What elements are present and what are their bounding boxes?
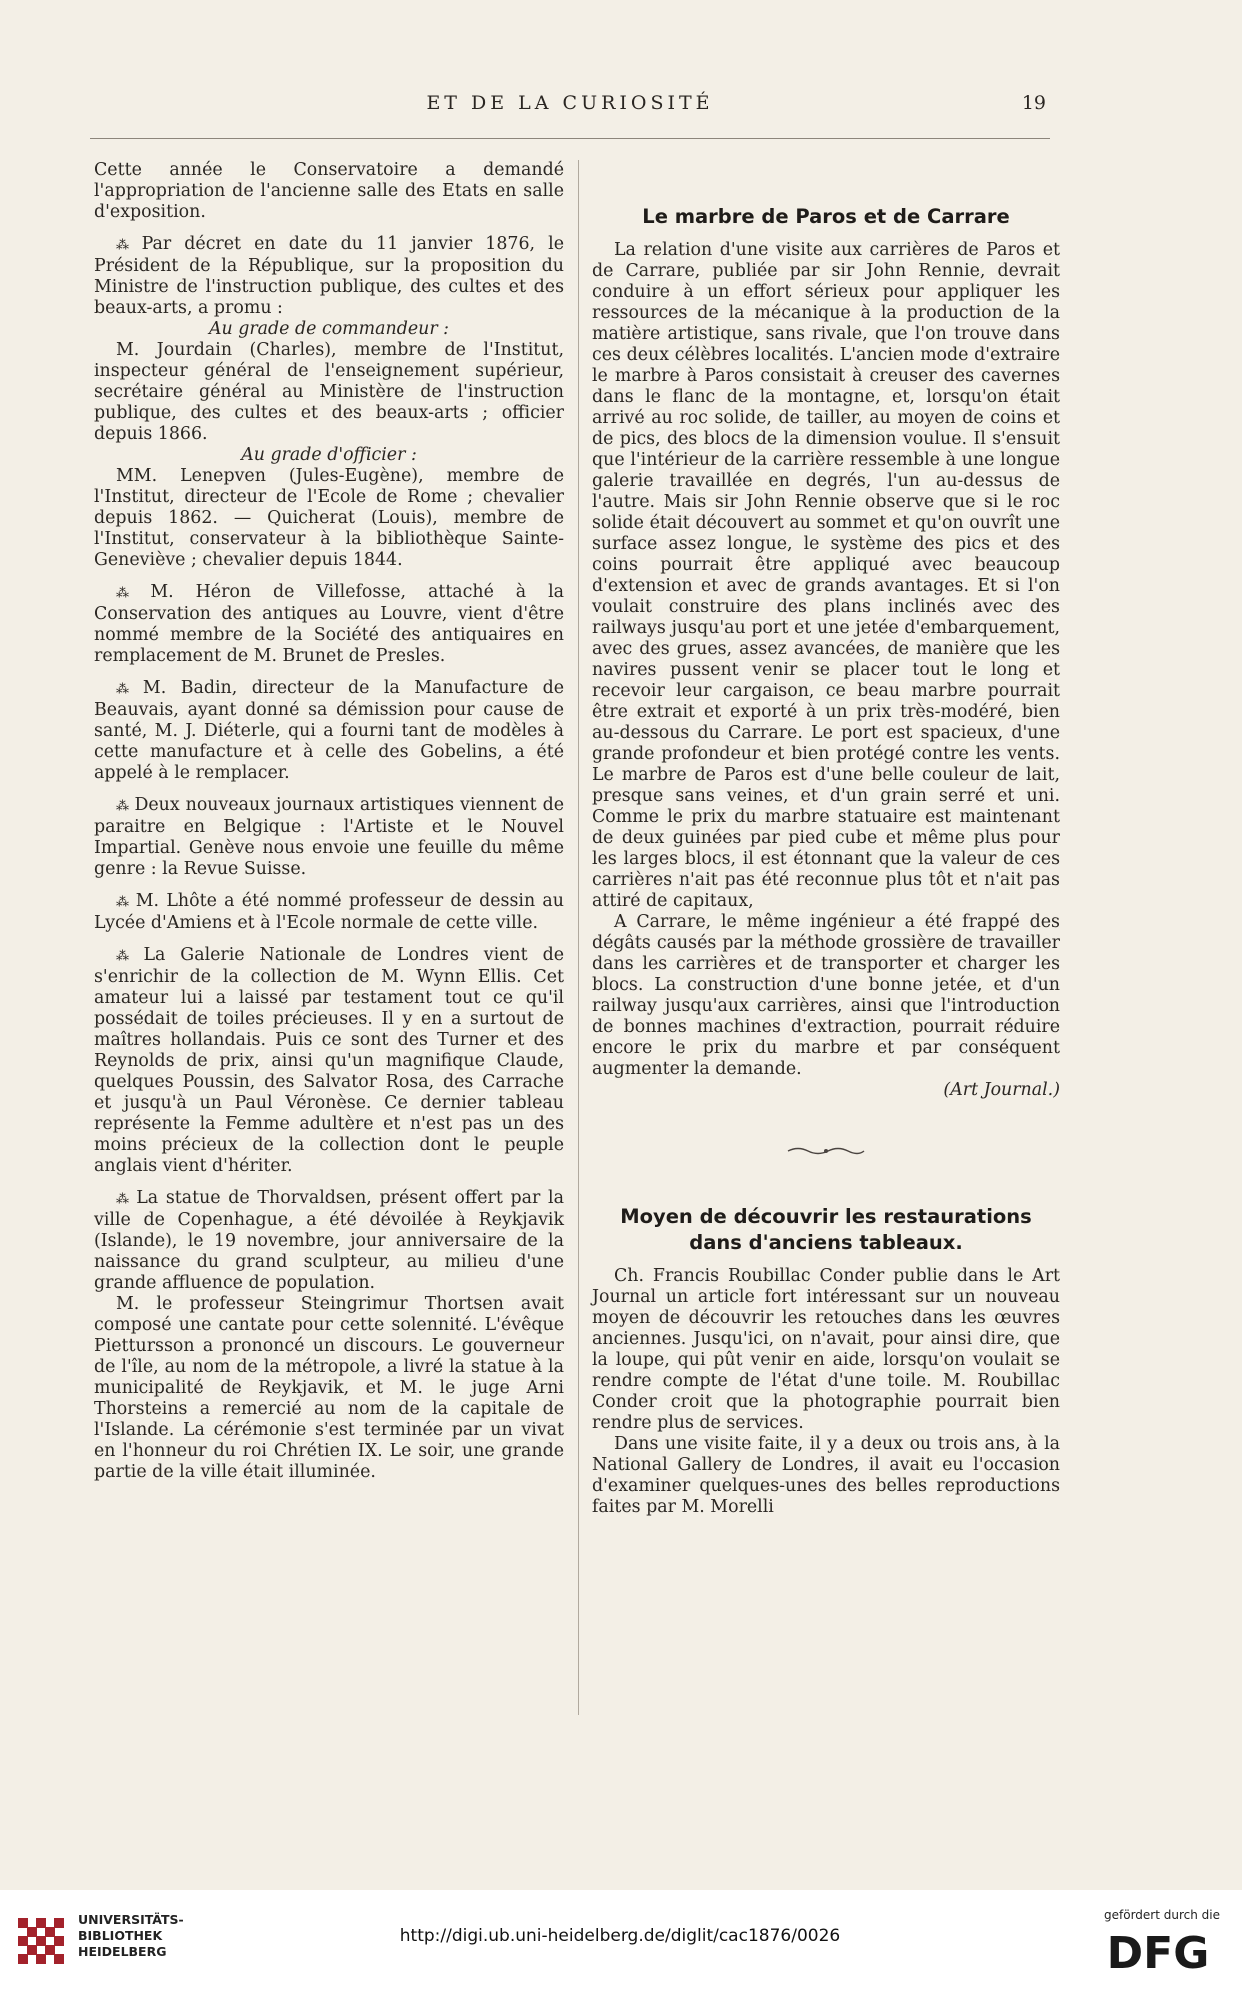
paragraph: M. le professeur Steingrimur Thortsen avait composé une cantate pour cette solennité. L'évêque Piettursson a prononcé un discours. Le gouverneur de l'île, au nom de la métropole, a livré la statue à la municipalité de Reykjavik, et M. le juge Arni Thorsteins a remercié au nom de la capitale de l'Islande. La cérémonie s'est terminée par un vivat en l'honneur du roi Chrétien IX. Le soir, une grande partie de la ville était illuminée. [94,1294,564,1482]
news-item: ⁂ La statue de Thorvaldsen, présent offert par la ville de Copenhague, a été dévoilée à Reykjavik (Islande), le 19 novembre, jour anniversaire de la naissance du grand sculpteur, au milieu d'une grande affluence de population. [94,1188,564,1293]
page-number: 19 [1021,92,1046,114]
asterism-icon: ⁂ [116,238,136,253]
footer-bar [0,1890,1242,1989]
ornament-divider [592,1141,1060,1162]
running-head [90,92,1050,122]
svg-text:DFG: DFG [1106,1928,1210,1974]
news-item: ⁂ M. Héron de Villefosse, attaché à la Conservation des antiques au Louvre, vient d'être nommé membre de la Société des antiquaires en remplacement de M. Brunet de Presles. [94,582,565,666]
library-logo-icon [12,1912,70,1970]
left-column [94,160,564,1494]
paragraph: Ch. Francis Roubillac Conder publie dans le Art Journal un article fort intéressant sur un nouveau moyen de découvrir les retouches dans les œuvres anciennes. Jusqu'ici, on n'avait, pour ainsi dire, que la loupe, qui pût venir en aide, lorsqu'on voulait se rendre compte de l'état d'une toile. M. Roubillac Conder croit que la photographie pourrait bien rendre plus de services. [592,1266,1060,1433]
news-item: ⁂ Deux nouveaux journaux artistiques viennent de paraitre en Belgique : l'Artiste et le Nouvel Impartial. Genève nous envoie une feuille du même genre : la Revue Suisse. [94,795,564,879]
sponsor-note: gefördert durch die [1104,1908,1220,1922]
paragraph: La relation d'une visite aux carrières de Paros et de Carrare, publiée par sir John Rennie, devrait conduire à un effort sérieux pour appliquer les ressources de la mécanique à la production de la matière artistique, sans rivale, que l'on trouve dans ces deux célèbres localités. L'ancien mode d'extraire le marbre à Paros consistait à creuser des cavernes dans le flanc de la montagne, et, lorsqu'on était arrivé au roc solide, de tailler, au moyen de coins et de pics, des blocs de la dimension voulue. Il s'ensuit que l'intérieur de la carrière ressemble à une longue galerie travaillée en degrés, l'un au-dessus de l'autre. Mais sir John Rennie observe que si le roc solide était découvert au sommet et qu'on ouvrît une surface assez longue, le système des pics et des coins pourrait être appliqué avec beaucoup d'extension et avec de grands avantages. Et si l'on voulait construire des plans inclinés avec des railways jusqu'au port et une jetée d'embarquement, avec des grues, assez avancées, de manière que les navires pussent venir se placer tout le long et recevoir leur cargaison, ce beau marbre pourrait être extrait et exporté à un prix très-modéré, bien au-dessous du Carrare. Le port est spacieux, d'une grande profondeur et bien protégé contre les vents. Le marbre de Paros est d'une belle couleur de lait, presque sans veines, et d'un grain serré et uni. Comme le prix du marbre statuaire est maintenant de deux guinées par pied cube et même plus pour les larges blocs, il est étonnant que la valeur de ces carrières n'ait pas été reconnue plus tôt et n'ait pas attiré de capitaux, [592,240,1060,911]
flourish-icon [786,1146,866,1156]
subheading-grade: Au grade de commandeur : [208,319,450,339]
paragraph: Cette année le Conservatoire a demandé l'appropriation de l'ancienne salle des Etats en salle d'exposition. [94,160,564,222]
news-item: ⁂ M. Badin, directeur de la Manufacture de Beauvais, ayant donné sa démission pour cause de santé, M. J. Diéterle, qui a fourni tant de modèles à cette manufacture et à celle des Gobelins, a été appelé à le remplacer. [94,678,564,783]
source-url-link[interactable]: http://digi.ub.uni-heidelberg.de/diglit/cac1876/0026 [399,1926,841,1946]
news-item: ⁂ La Galerie Nationale de Londres vient de s'enrichir de la collection de M. Wynn Ellis. Cet amateur lui a laissé par testament tout ce qu'il possédait de toiles précieuses. Il y en a surtout de maîtres hollandais. Puis ce sont des Turner et des Reynolds de prix, ainsi qu'un magnifique Claude, quelques Poussin, des Salvator Rosa, des Carrache et jusqu'à un Paul Véronèse. Ce dernier tableau représente la Femme adultère et n'est pas un des moins précieux de la collection dont le peuple anglais vient d'hériter. [94,945,564,1176]
asterism-icon: ⁂ [116,1192,131,1207]
subheading-grade: Au grade d'officier : [241,445,417,465]
dfg-logo-icon [1096,1928,1220,1974]
asterism-icon: ⁂ [116,949,138,964]
article-source: (Art Journal.) [943,1080,1060,1100]
article-title: Moyen de découvrir les restaurations dans d'anciens tableaux. [620,1205,1032,1254]
column-divider [578,160,579,1715]
paragraph: M. Jourdain (Charles), membre de l'Institut, inspecteur général de l'enseignement supérieur, secrétaire général au Ministère de l'instruction publique, des cultes et des beaux-arts ; officier depuis 1866. [94,340,564,444]
article-title: Le marbre de Paros et de Carrare [642,205,1010,228]
asterism-icon: ⁂ [116,895,130,910]
library-name: UNIVERSITÄTS- BIBLIOTHEK HEIDELBERG [78,1912,184,1959]
paragraph: Dans une visite faite, il y a deux ou trois ans, à la National Gallery de Londres, il avait eu l'occasion d'examiner quelques-unes des belles reproductions faites par M. Morelli [592,1434,1060,1517]
running-title: ET DE LA CURIOSITÉ [426,92,714,114]
asterism-icon: ⁂ [116,682,137,697]
paragraph: MM. Lenepven (Jules-Eugène), membre de l'Institut, directeur de l'Ecole de Rome ; chevalier depuis 1862. — Quicherat (Louis), membre de l'Institut, conservateur à la bibliothèque Sainte-Geneviève ; chevalier depuis 1844. [94,466,564,570]
asterism-icon: ⁂ [116,586,145,601]
paragraph: A Carrare, le même ingénieur a été frappé des dégâts causés par la méthode grossière de travailler dans les carrières et de transporter et charger les blocs. La construction d'une bonne jetée, et d'un railway jusqu'aux carrières, ainsi que l'introduction de bonnes machines d'extraction, pourrait réduire encore le prix du marbre et par conséquent augmenter la demande. [592,912,1060,1079]
news-item: ⁂ M. Lhôte a été nommé professeur de dessin au Lycée d'Amiens et à l'Ecole normale de cette ville. [94,891,564,933]
header-rule [90,138,1050,139]
news-item: ⁂ Par décret en date du 11 janvier 1876, le Président de la République, sur la proposition du Ministre de l'instruction publique, des cultes et des beaux-arts, a promu : [94,234,565,318]
asterism-icon: ⁂ [116,799,129,814]
right-column [592,160,1060,1518]
